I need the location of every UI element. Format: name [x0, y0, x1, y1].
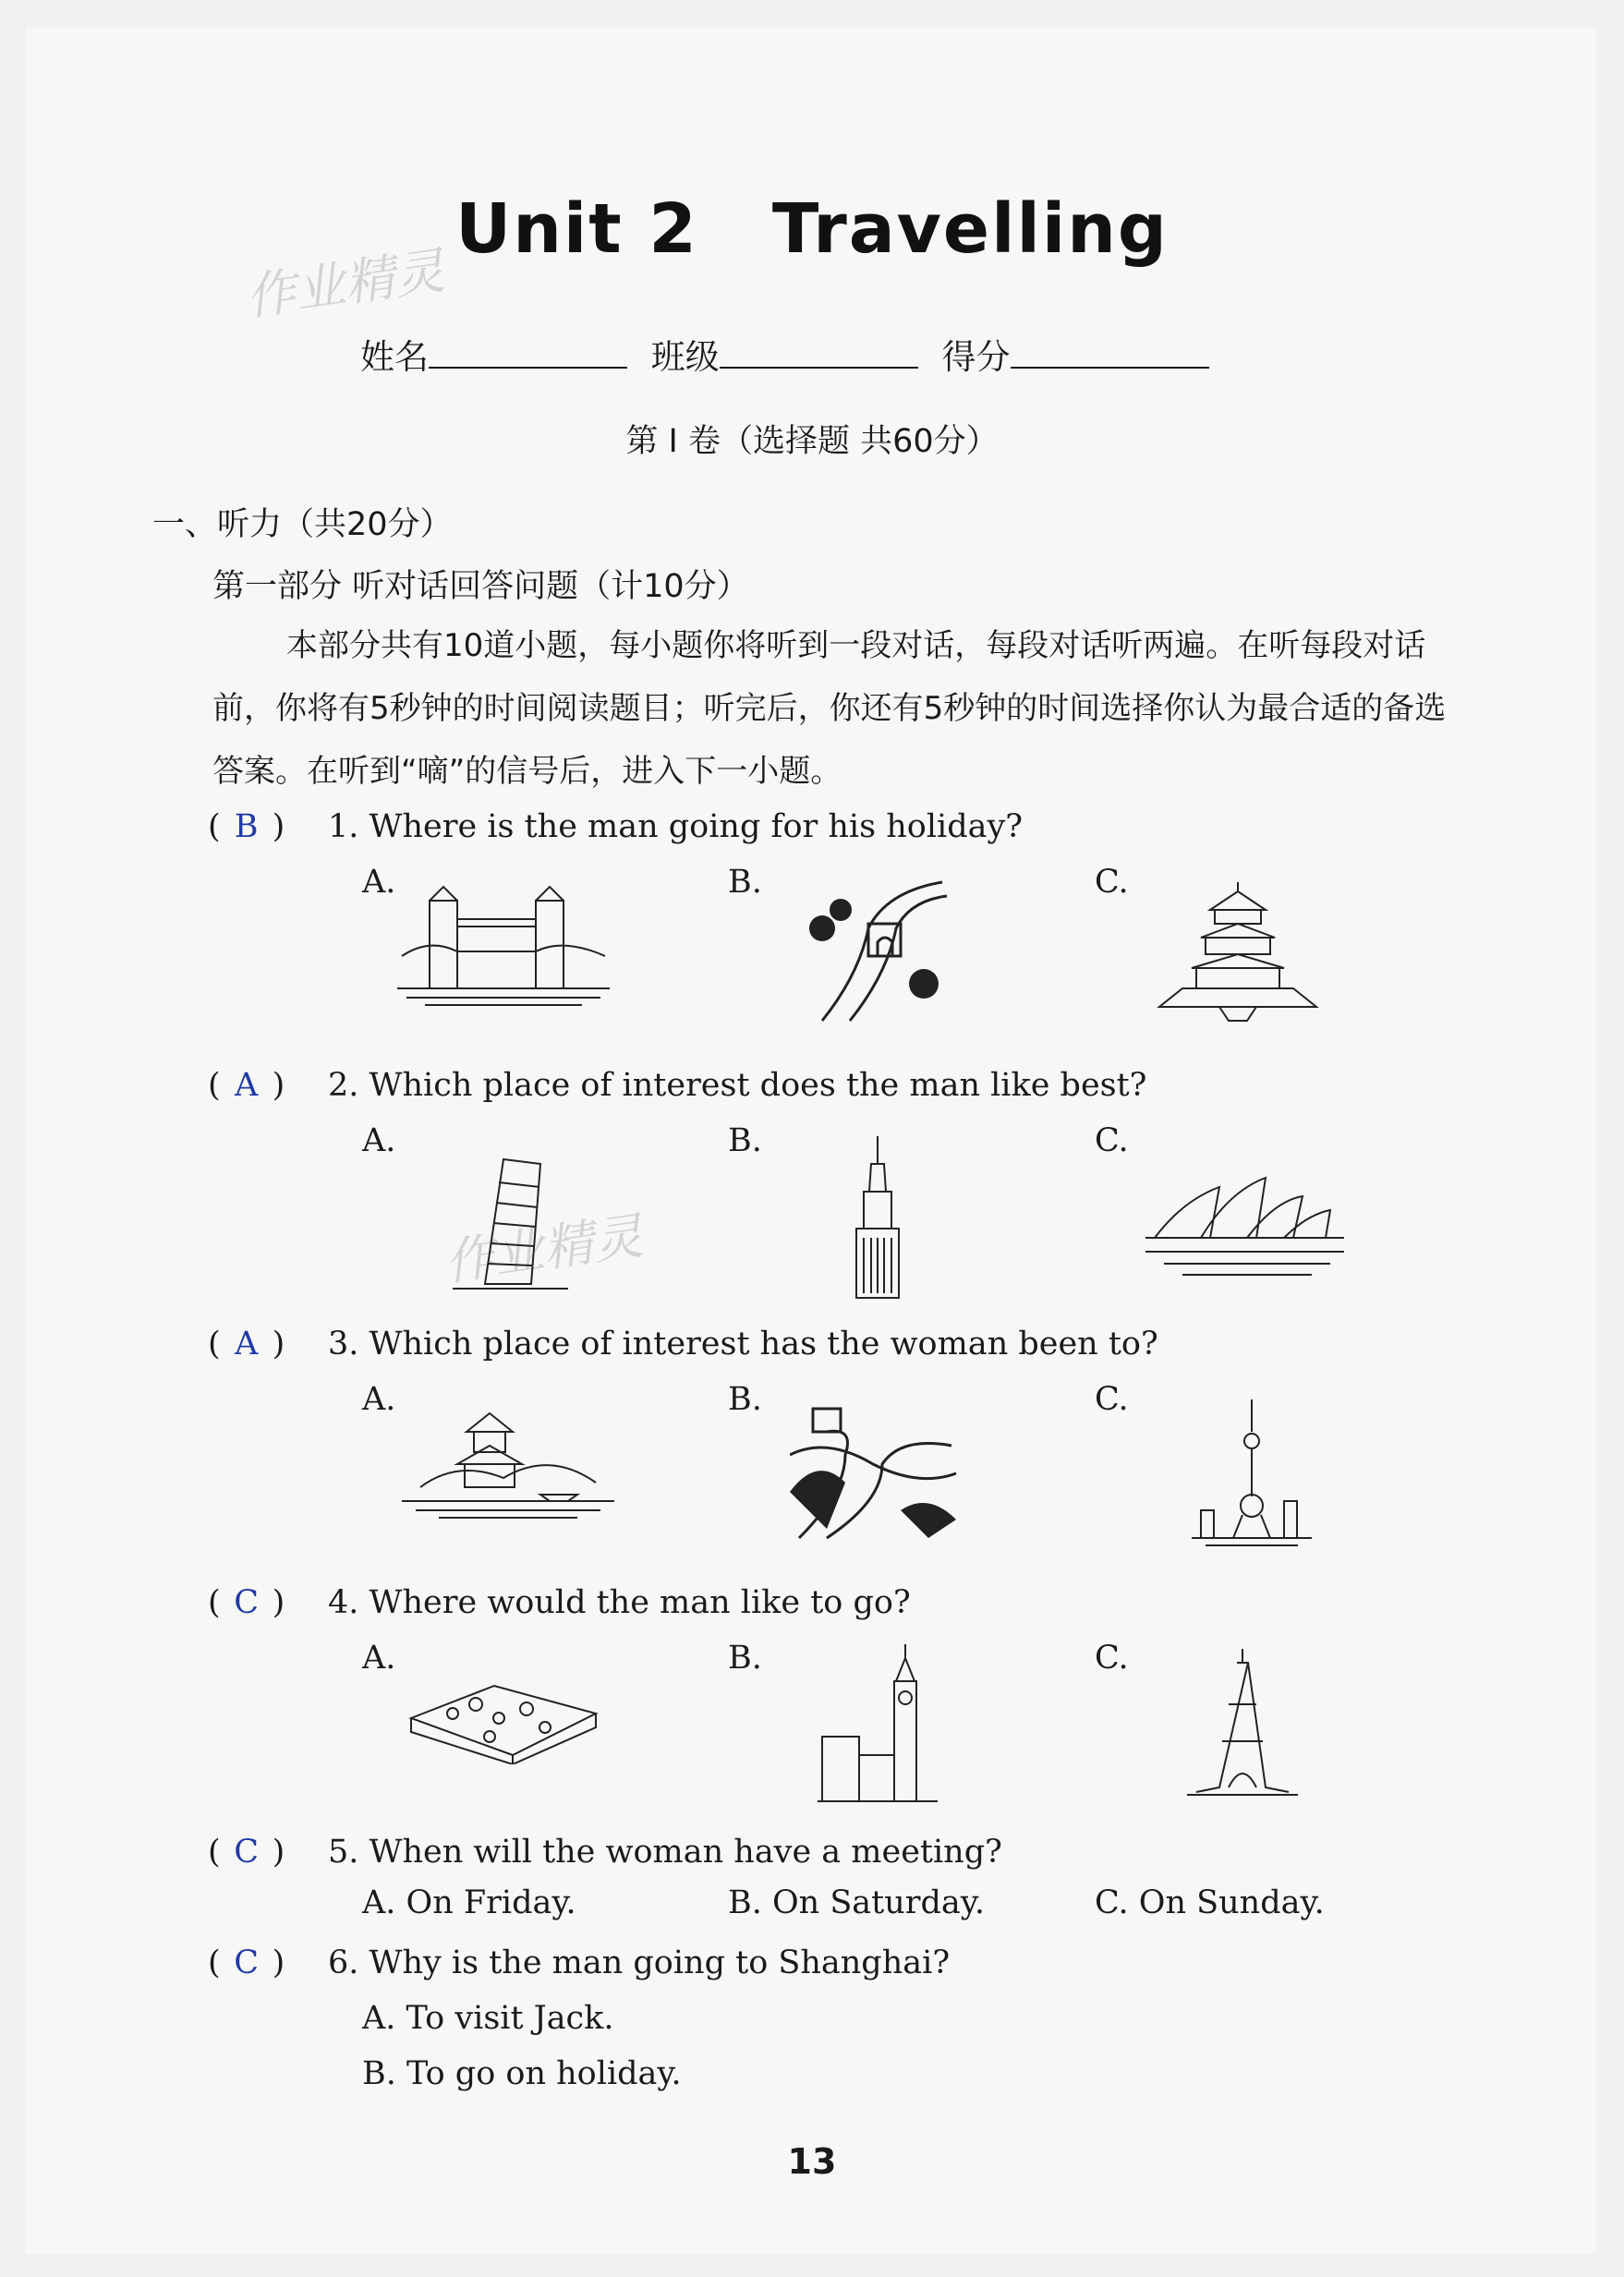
option-a: A. To visit Jack. [362, 2000, 614, 2037]
question-6 [208, 1944, 950, 1981]
answer-mark: B [234, 808, 259, 845]
water-cube-image [406, 1681, 600, 1764]
question-text: 2. Which place of interest does the man like best? [328, 1067, 1147, 1104]
student-info [360, 329, 1222, 379]
answer-mark: A [235, 1067, 259, 1104]
page-title [0, 189, 1624, 269]
option-label: A. [362, 1381, 396, 1418]
question-3 [208, 1326, 1158, 1363]
option-label: B. [728, 1381, 762, 1418]
temple-of-heaven-image [1155, 878, 1321, 1025]
option-a: A. On Friday. [362, 1884, 576, 1921]
watermark: 作业精灵 [242, 241, 448, 327]
unit-label: Unit 2 [455, 189, 698, 269]
score-label: 得分 [941, 337, 1011, 377]
answer-mark: C [234, 1584, 260, 1621]
leaning-tower-of-pisa-image [443, 1145, 573, 1293]
question-text: 6. Why is the man going to Shanghai? [328, 1944, 951, 1981]
class-label: 班级 [650, 337, 720, 377]
answer-mark: C [234, 1944, 260, 1981]
option-label: B. [728, 1640, 762, 1677]
section-title: 第 I 卷（选择题 共60分） [625, 423, 999, 460]
part-subheading: 第一部分 听对话回答问题（计10分） [212, 568, 749, 605]
watermark: 作业精灵 [441, 1206, 647, 1292]
option-label: A. [362, 1122, 396, 1159]
sydney-opera-house-image [1145, 1164, 1344, 1284]
instructions: 本部分共有10道小题，每小题你将听到一段对话，每段对话听两遍。在听每段对话前，你将有5秒钟的时间阅读题目；听完后，你还有5秒钟的时间选择你认为最合适的备选答案。在听到“嘀”的信号后，进入下一小题。 [212, 627, 1447, 790]
name-label: 姓名 [360, 337, 429, 377]
option-c: C. On Sunday. [1095, 1884, 1325, 1921]
answer-bracket: ( A ) [208, 1326, 285, 1363]
question-1 [208, 808, 1023, 845]
option-b: B. To go on holiday. [362, 2055, 682, 2092]
answer-mark: C [234, 1834, 260, 1871]
question-text: 5. When will the woman have a meeting? [328, 1834, 1002, 1871]
option-label: A. [362, 1640, 396, 1677]
question-text: 3. Which place of interest has the woman been to? [328, 1326, 1158, 1363]
tower-bridge-image [397, 882, 610, 1011]
question-2 [208, 1067, 1146, 1104]
question-5 [208, 1834, 1002, 1871]
answer-bracket: ( C ) [208, 1584, 285, 1621]
answer-bracket: ( A ) [208, 1067, 285, 1104]
empire-state-building-image [845, 1136, 910, 1302]
option-label: A. [362, 864, 396, 901]
great-wall-image [790, 1399, 961, 1547]
topic-label: Travelling [771, 189, 1169, 269]
option-label: B. [728, 1122, 762, 1159]
answer-bracket: ( C ) [208, 1834, 285, 1871]
class-field[interactable] [720, 339, 918, 369]
big-ben-image [818, 1644, 938, 1806]
oriental-pearl-tower-image [1192, 1399, 1312, 1547]
option-label: C. [1095, 864, 1129, 901]
option-b: B. On Saturday. [728, 1884, 986, 1921]
page-number: 13 [787, 2141, 837, 2182]
summer-palace-image [402, 1395, 614, 1524]
answer-bracket: ( B ) [208, 808, 285, 845]
option-label: B. [728, 864, 762, 901]
name-field[interactable] [429, 339, 627, 369]
question-4 [208, 1584, 911, 1621]
question-text: 1. Where is the man going for his holiday? [328, 808, 1024, 845]
answer-bracket: ( C ) [208, 1944, 285, 1981]
part-heading: 一、听力（共20分） [152, 506, 453, 543]
option-label: C. [1095, 1640, 1129, 1677]
great-wall-gate-image [804, 873, 951, 1030]
eiffel-tower-image [1178, 1649, 1307, 1801]
option-label: C. [1095, 1381, 1129, 1418]
answer-mark: A [235, 1326, 259, 1363]
question-text: 4. Where would the man like to go? [328, 1584, 911, 1621]
option-label: C. [1095, 1122, 1129, 1159]
score-field[interactable] [1011, 339, 1209, 369]
